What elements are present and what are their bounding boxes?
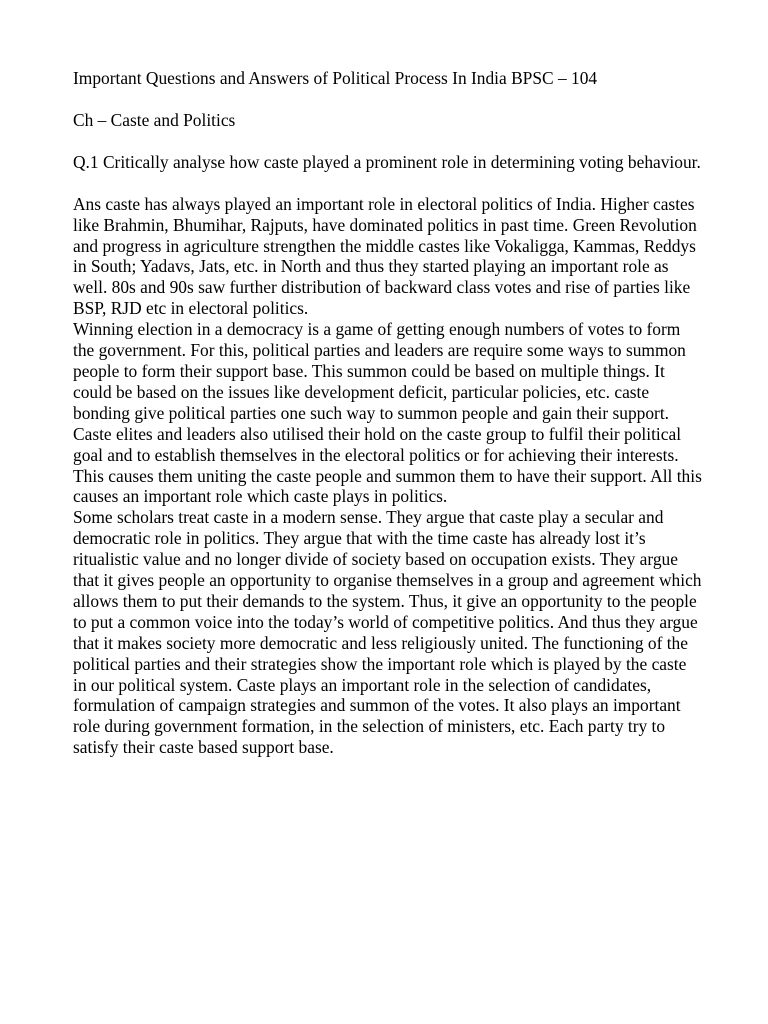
answer-paragraph: Winning election in a democracy is a game of getting enough numbers of votes to form the government. For this, political parties and leaders are require some ways to summon people to form their support base. This summon could be based on multiple things. It could be based on the issues like development deficit, particular policies, etc. caste bonding give political parties one such way to summon people and gain their support. Caste elites and leaders also utilised their hold on the caste group to fulfil their political goal and to establish themselves in the electoral politics or for achieving their interests. This causes them uniting the caste people and summon them to have their support. All this causes an important role which caste plays in politics. [73,319,702,507]
document-title: Important Questions and Answers of Political Process In India BPSC – 104 [73,68,598,88]
question-text: Q.1 Critically analyse how caste played a prominent role in determining voting behaviour. [73,151,701,172]
chapter-heading: Ch – Caste and Politics [73,109,236,130]
document-page [73,68,703,758]
answer-body [73,194,703,758]
answer-paragraph: Some scholars treat caste in a modern sense. They argue that caste play a secular and democratic role in politics. They argue that with the time caste has already lost it’s ritualistic value and no longer divide of society based on occupation exists. They argue that it gives people an opportunity to organise themselves in a group and agreement which allows them to put their demands to the system. Thus, it give an opportunity to the people to put a common voice into the today’s world of competitive politics. And thus they argue that it makes society more democratic and less religiously united. The functioning of the political parties and their strategies show the important role which is played by the caste in our political system. Caste plays an important role in the selection of candidates, formulation of campaign strategies and summon of the votes. It also plays an important role during government formation, in the selection of ministers, etc. Each party try to satisfy their caste based support base. [73,507,702,758]
answer-paragraph: Ans caste has always played an important role in electoral politics of India. Higher castes like Brahmin, Bhumihar, Rajputs, have dominated politics in past time. Green Revolution and progress in agriculture strengthen the middle castes like Vokaligga, Kammas, Reddys in South; Yadavs, Jats, etc. in North and thus they started playing an important role as well. 80s and 90s saw further distribution of backward class votes and rise of parties like BSP, RJD etc in electoral politics. [73,193,697,319]
